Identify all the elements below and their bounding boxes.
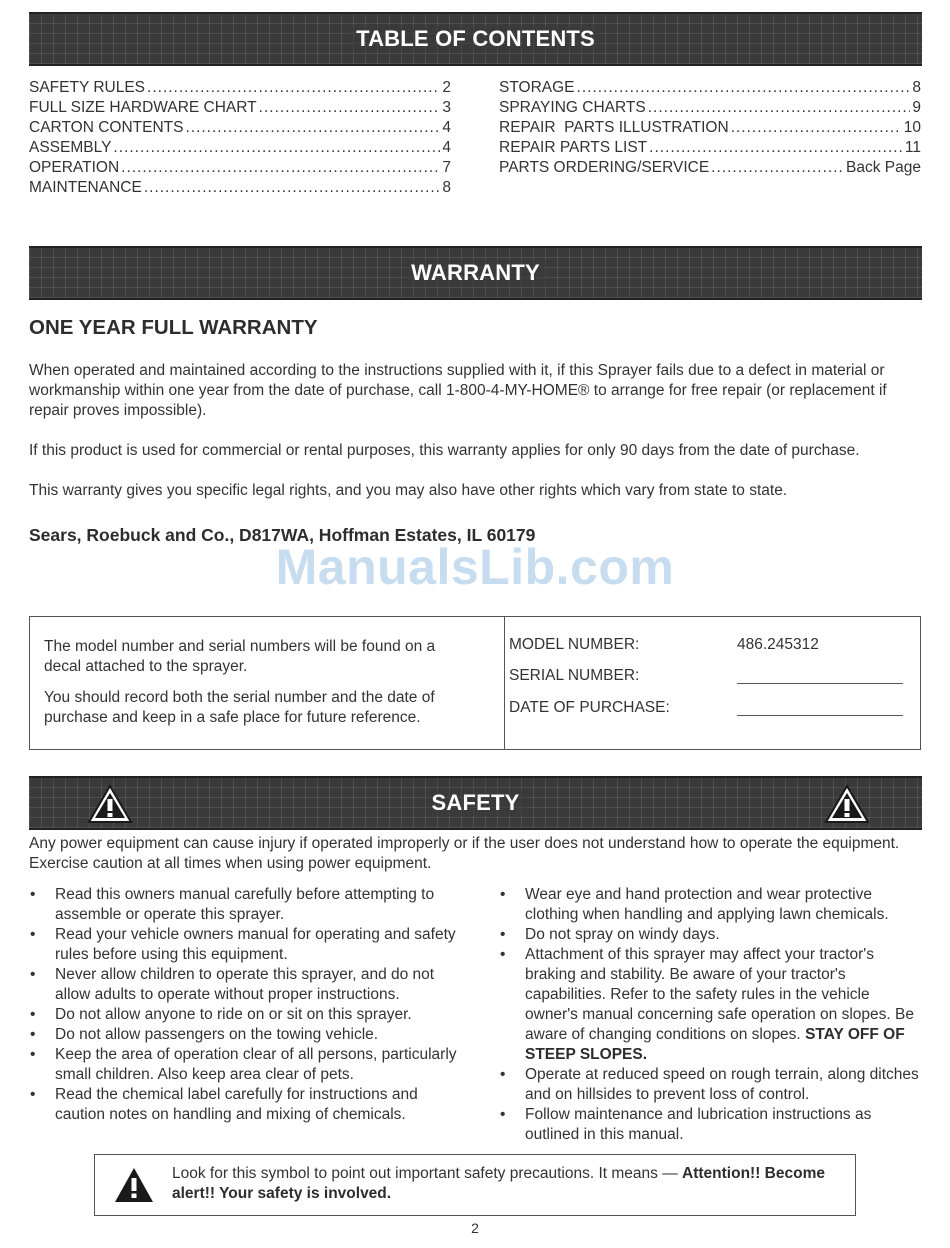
serial-number-blank[interactable] xyxy=(737,683,903,684)
warranty-title: WARRANTY xyxy=(405,260,546,286)
notice-message: Look for this symbol to point out important safety precautions. It means — xyxy=(172,1165,678,1182)
safety-rule: • Do not spray on windy days. xyxy=(499,925,924,945)
toc-right-column xyxy=(499,78,921,178)
toc-leader xyxy=(144,178,441,198)
safety-rule: • Keep the area of operation clear of all persons, particularly small children. Also keep area clear of pets. xyxy=(29,1045,459,1085)
company-address: Sears, Roebuck and Co., D817WA, Hoffman Estates, IL 60179 xyxy=(29,525,536,545)
model-number-value: 486.245312 xyxy=(737,636,819,653)
toc-entry-page: 8 xyxy=(912,79,921,96)
safety-rules-left xyxy=(29,885,459,1125)
toc-leader xyxy=(147,78,440,98)
toc-leader xyxy=(649,138,903,158)
toc-entry-page: 4 xyxy=(442,139,451,156)
toc-entry-label: PARTS ORDERING/SERVICE xyxy=(499,159,710,176)
toc-entry-label: REPAIR PARTS ILLUSTRATION xyxy=(499,119,729,136)
toc-entry-label: OPERATION xyxy=(29,159,120,176)
safety-rule-emphasis: STAY OFF OF STEEP SLOPES. xyxy=(525,1026,905,1063)
toc-leader xyxy=(577,78,911,98)
notice-alert: Attention!! Become alert!! Your safety is involved. xyxy=(172,1165,825,1202)
toc-entry-label: SPRAYING CHARTS xyxy=(499,99,646,116)
safety-banner xyxy=(29,776,922,830)
safety-rule: • Read this owners manual carefully before attempting to assemble or operate this sprayer. xyxy=(29,885,459,925)
toc-entry-label: ASSEMBLY xyxy=(29,139,112,156)
toc-entry-label: STORAGE xyxy=(499,79,575,96)
warranty-paragraph-2: If this product is used for commercial or rental purposes, this warranty applies for only 90 days from the date of purchase. xyxy=(29,442,860,459)
toc-entry-label: MAINTENANCE xyxy=(29,179,142,196)
toc-leader xyxy=(731,118,902,138)
toc-entry[interactable] xyxy=(29,78,451,98)
safety-title: SAFETY xyxy=(426,790,526,816)
toc-banner xyxy=(29,12,922,66)
toc-leader xyxy=(113,138,440,158)
warning-triangle-icon xyxy=(113,1166,155,1204)
toc-entry-page: 2 xyxy=(442,79,451,96)
toc-entry-label: SAFETY RULES xyxy=(29,79,146,96)
page-number: 2 xyxy=(471,1220,479,1236)
date-of-purchase-label: DATE OF PURCHASE: xyxy=(509,699,670,716)
toc-entry-label: CARTON CONTENTS xyxy=(29,119,184,136)
warranty-paragraph-1: When operated and maintained according to the instructions supplied with it, if this Sprayer fails due to a defect in material or workmanship within one year from the date of purchase, call 1-800-4-MY-HOME® to arrange for free repair (or replacement if repair proves impossible). xyxy=(29,362,887,419)
safety-rules-right xyxy=(499,885,924,1145)
date-of-purchase-blank[interactable] xyxy=(737,715,903,716)
toc-entry-page: 3 xyxy=(442,99,451,116)
warranty-heading: ONE YEAR FULL WARRANTY xyxy=(29,316,318,339)
toc-leader xyxy=(185,118,440,138)
safety-rule: • Follow maintenance and lubrication instructions as outlined in this manual. xyxy=(499,1105,924,1145)
toc-leader xyxy=(259,98,441,118)
toc-entry-page: 8 xyxy=(442,179,451,196)
warranty-paragraph-3: This warranty gives you specific legal rights, and you may also have other rights which vary from state to state. xyxy=(29,482,788,499)
toc-entry[interactable] xyxy=(29,118,451,138)
toc-entry-label: FULL SIZE HARDWARE CHART xyxy=(29,99,257,116)
safety-rule: • Read your vehicle owners manual for operating and safety rules before using this equipment. xyxy=(29,925,459,965)
safety-rule: • Do not allow anyone to ride on or sit on this sprayer. xyxy=(29,1005,459,1025)
product-record-box xyxy=(29,616,921,750)
safety-intro: Any power equipment can cause injury if operated improperly or if the user does not understand how to operate the equipment. Exercise caution at all times when using power equipment. xyxy=(29,835,900,872)
model-number-label: MODEL NUMBER: xyxy=(509,636,640,653)
toc-entry[interactable] xyxy=(499,78,921,98)
safety-rule: • Read the chemical label carefully for instructions and caution notes on handling and mixing of chemicals. xyxy=(29,1085,459,1125)
toc-entry[interactable] xyxy=(499,138,921,158)
toc-leader xyxy=(648,98,911,118)
record-divider xyxy=(504,617,505,749)
watermark: ManualsLib.com xyxy=(275,539,675,595)
safety-rule: • Never allow children to operate this sprayer, and do not allow adults to operate without proper instructions. xyxy=(29,965,459,1005)
toc-entry-page: 7 xyxy=(442,159,451,176)
toc-entry[interactable] xyxy=(499,98,921,118)
toc-title: TABLE OF CONTENTS xyxy=(350,26,601,52)
toc-entry-page: Back Page xyxy=(846,159,921,176)
toc-entry[interactable] xyxy=(499,118,921,138)
toc-entry[interactable] xyxy=(29,178,451,198)
safety-alert-notice xyxy=(94,1154,856,1216)
toc-entry[interactable] xyxy=(29,98,451,118)
toc-entry[interactable] xyxy=(29,158,451,178)
toc-leader xyxy=(711,158,844,178)
record-note-location: The model number and serial numbers will be found on a decal attached to the sprayer. xyxy=(44,638,436,675)
toc-entry-page: 10 xyxy=(903,119,921,136)
toc-leader xyxy=(121,158,440,178)
safety-rule: • Wear eye and hand protection and wear protective clothing when handling and applying lawn chemicals. xyxy=(499,885,924,925)
safety-rule-text: Attachment of this sprayer may affect your tractor's braking and stability. Be aware of your tractor's capabilities. Refer to the safety rules in the vehicle owner's manual concerning safe operation on slopes. Be aware of changing conditions on slopes. xyxy=(525,946,914,1043)
toc-entry[interactable] xyxy=(29,138,451,158)
warranty-banner xyxy=(29,246,922,300)
notice-text xyxy=(172,1164,847,1204)
serial-number-label: SERIAL NUMBER: xyxy=(509,667,640,684)
record-note-keep: You should record both the serial number and the date of purchase and keep in a safe place for future reference. xyxy=(44,689,435,726)
toc-entry-page: 4 xyxy=(442,119,451,136)
toc-left-column xyxy=(29,78,451,198)
toc-entry-label: REPAIR PARTS LIST xyxy=(499,139,648,156)
warning-triangle-icon xyxy=(824,784,870,824)
safety-rule: • Operate at reduced speed on rough terrain, along ditches and on hillsides to prevent loss of control. xyxy=(499,1065,924,1105)
warning-triangle-icon xyxy=(87,784,133,824)
toc-entry[interactable] xyxy=(499,158,921,178)
toc-entry-page: 11 xyxy=(904,139,921,156)
toc-entry-page: 9 xyxy=(912,99,921,116)
safety-rule xyxy=(499,945,924,1065)
record-notes xyxy=(44,637,464,739)
safety-rule: • Do not allow passengers on the towing vehicle. xyxy=(29,1025,459,1045)
